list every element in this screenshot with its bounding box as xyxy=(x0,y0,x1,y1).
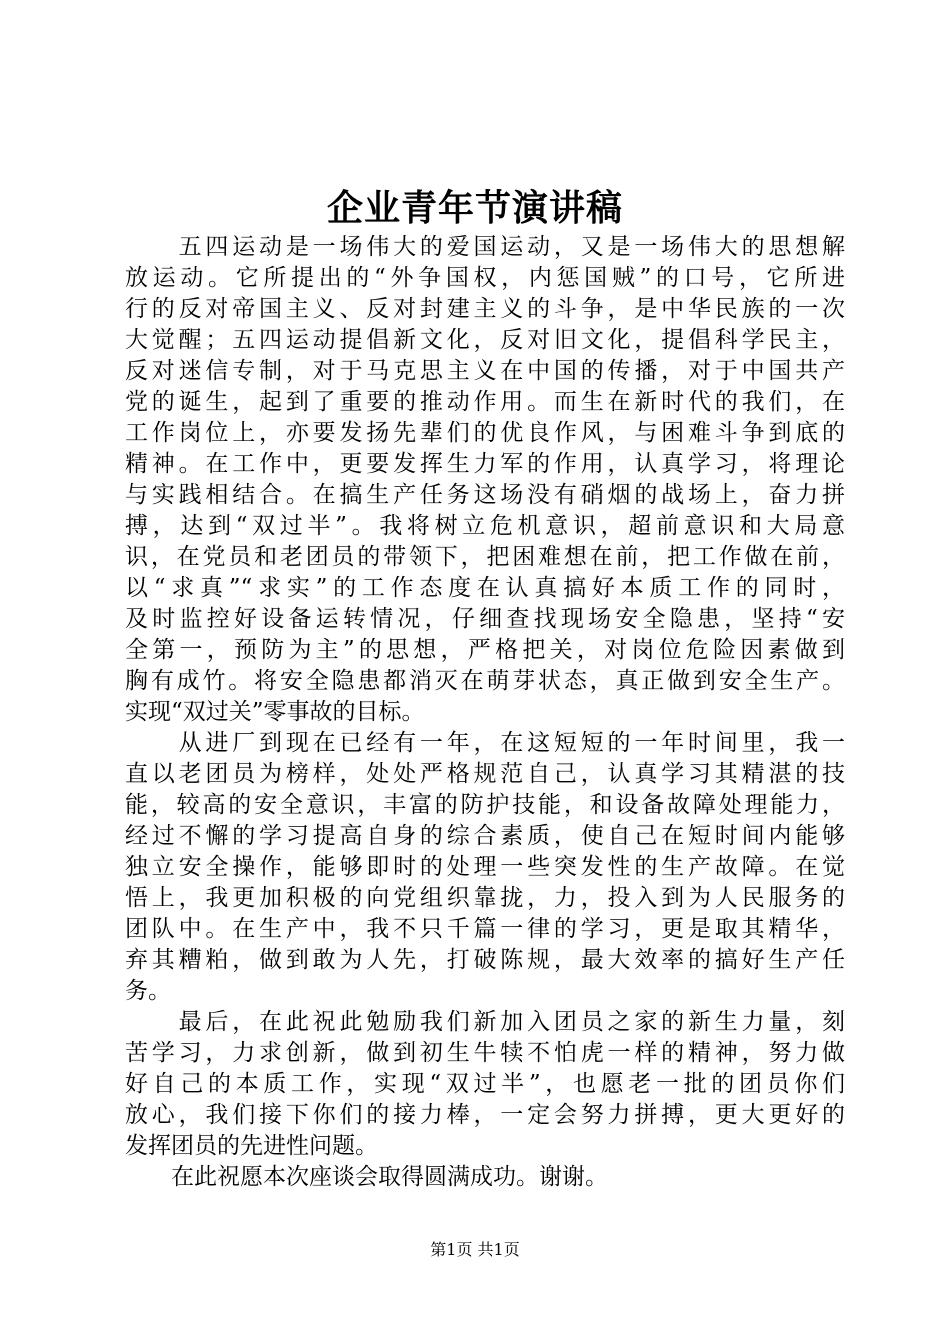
body-line: 与实践相结合。在搞生产任务这场没有硝烟的战场上，奋力拼 xyxy=(125,482,845,508)
document-body xyxy=(125,232,845,1193)
body-line: 团队中。在生产中，我不只千篇一律的学习，更是取其精华， xyxy=(125,916,845,942)
body-line: 及时监控好设备运转情况，仔细查找现场安全隐患，坚持“安 xyxy=(125,606,845,632)
body-line: 五四运动是一场伟大的爱国运动，又是一场伟大的思想解 xyxy=(125,234,845,260)
body-line: 在此祝愿本次座谈会取得圆满成功。谢谢。 xyxy=(125,1164,608,1190)
body-line: 胸有成竹。将安全隐患都消灭在萌芽状态，真正做到安全生产。 xyxy=(125,668,845,694)
body-line: 反对迷信专制，对于马克思主义在中国的传播，对于中国共产 xyxy=(125,358,845,384)
body-line: 独立安全操作，能够即时的处理一些突发性的生产故障。在觉 xyxy=(125,854,845,880)
body-line: 党的诞生，起到了重要的推动作用。而生在新时代的我们，在 xyxy=(125,389,845,415)
body-line: 大觉醒；五四运动提倡新文化，反对旧文化，提倡科学民主， xyxy=(125,327,845,353)
document-title: 企业青年节演讲稿 xyxy=(326,187,623,229)
body-line: 行的反对帝国主义、反对封建主义的斗争，是中华民族的一次 xyxy=(125,296,845,322)
body-line: 放心，我们接下你们的接力棒，一定会努力拼搏，更大更好的 xyxy=(125,1102,845,1128)
body-line: 弃其糟粕，做到敢为人先，打破陈规，最大效率的搞好生产任 xyxy=(125,947,845,973)
body-line: 直以老团员为榜样，处处严格规范自己，认真学习其精湛的技 xyxy=(125,761,845,787)
body-line: 经过不懈的学习提高自身的综合素质，使自己在短时间内能够 xyxy=(125,823,845,849)
body-line: 务。 xyxy=(125,978,171,1004)
body-line: 发挥团员的先进性问题。 xyxy=(125,1133,378,1159)
page-footer: 第1页 共1页 xyxy=(430,1240,520,1259)
body-line: 放运动。它所提出的“外争国权，内惩国贼”的口号，它所进 xyxy=(125,265,845,291)
body-line: 苦学习，力求创新，做到初生牛犊不怕虎一样的精神，努力做 xyxy=(125,1040,845,1066)
body-line: 最后，在此祝此勉励我们新加入团员之家的新生力量，刻 xyxy=(125,1009,845,1035)
body-line: 悟上，我更加积极的向党组织靠拢，力，投入到为人民服务的 xyxy=(125,885,845,911)
body-line: 以“求真”“求实”的工作态度在认真搞好本质工作的同时， xyxy=(125,575,845,601)
body-line: 好自己的本质工作，实现“双过半”，也愿老一批的团员你们 xyxy=(125,1071,845,1097)
body-line: 精神。在工作中，更要发挥生力军的作用，认真学习，将理论 xyxy=(125,451,845,477)
body-line: 识，在党员和老团员的带领下，把困难想在前，把工作做在前， xyxy=(125,544,845,570)
body-line: 从进厂到现在已经有一年，在这短短的一年时间里，我一 xyxy=(125,730,845,756)
body-line: 工作岗位上，亦要发扬先辈们的优良作风，与困难斗争到底的 xyxy=(125,420,845,446)
body-line: 能，较高的安全意识，丰富的防护技能，和设备故障处理能力， xyxy=(125,792,845,818)
body-line: 实现“双过关”零事故的目标。 xyxy=(125,699,425,725)
body-line: 全第一，预防为主”的思想，严格把关，对岗位危险因素做到 xyxy=(125,637,845,663)
body-line: 搏，达到“双过半”。我将树立危机意识，超前意识和大局意 xyxy=(125,513,845,539)
